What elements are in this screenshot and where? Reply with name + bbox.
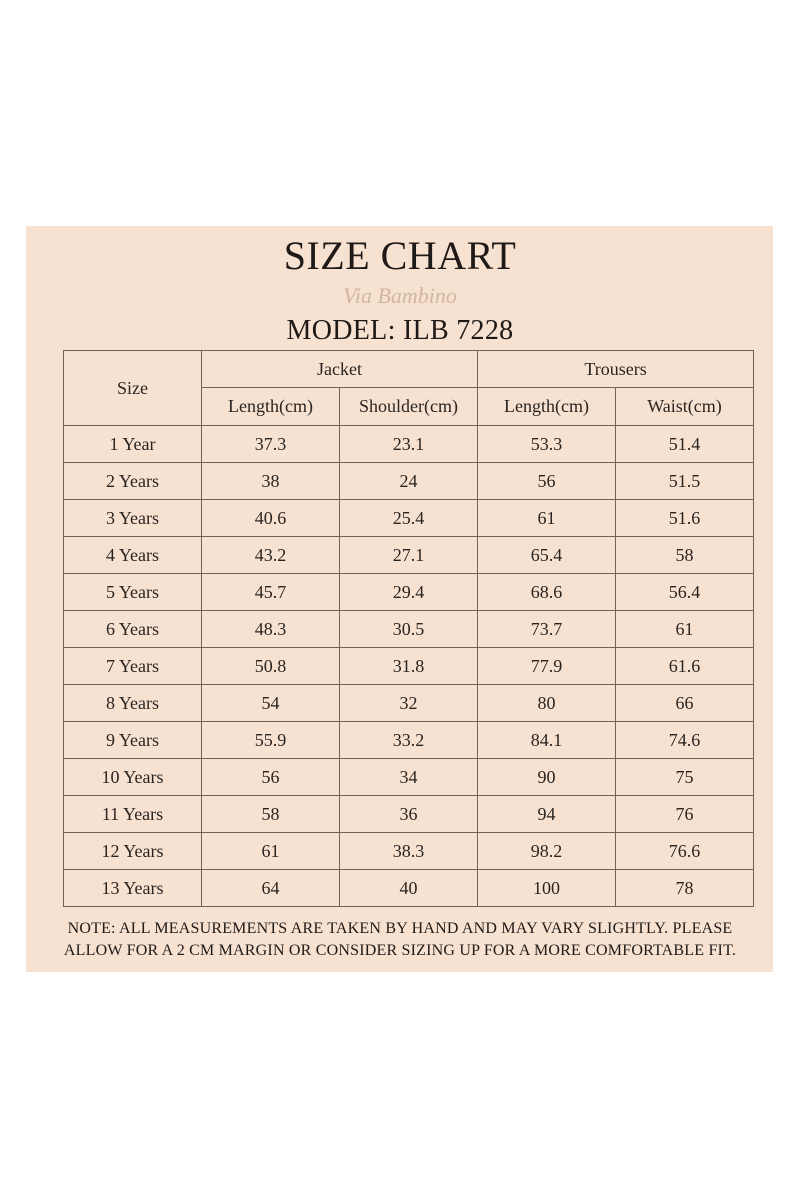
jacket-group-header: Jacket [202, 351, 478, 388]
table-row [64, 870, 754, 907]
trousers-waist-cell: 51.6 [616, 500, 754, 537]
size-cell: 5 Years [64, 574, 202, 611]
trousers-length-cell: 61 [478, 500, 616, 537]
trousers-waist-cell: 76 [616, 796, 754, 833]
size-column-header: Size [64, 351, 202, 426]
size-cell: 4 Years [64, 537, 202, 574]
trousers-waist-cell: 66 [616, 685, 754, 722]
jacket-length-cell: 43.2 [202, 537, 340, 574]
jacket-length-cell: 61 [202, 833, 340, 870]
jacket-length-cell: 37.3 [202, 426, 340, 463]
trousers-waist-header: Waist(cm) [616, 388, 754, 426]
trousers-waist-cell: 78 [616, 870, 754, 907]
size-table-body [64, 426, 754, 907]
trousers-length-cell: 65.4 [478, 537, 616, 574]
jacket-length-cell: 40.6 [202, 500, 340, 537]
size-cell: 8 Years [64, 685, 202, 722]
page-title: SIZE CHART [283, 233, 517, 278]
size-cell: 13 Years [64, 870, 202, 907]
trousers-waist-cell: 56.4 [616, 574, 754, 611]
size-cell: 1 Year [64, 426, 202, 463]
trousers-length-cell: 94 [478, 796, 616, 833]
jacket-shoulder-header: Shoulder(cm) [340, 388, 478, 426]
trousers-waist-cell: 76.6 [616, 833, 754, 870]
jacket-shoulder-cell: 36 [340, 796, 478, 833]
measurement-note [40, 918, 760, 962]
jacket-length-header: Length(cm) [202, 388, 340, 426]
jacket-length-cell: 48.3 [202, 611, 340, 648]
brand-logo: Via Bambino [343, 283, 457, 308]
trousers-length-cell: 100 [478, 870, 616, 907]
jacket-shoulder-cell: 33.2 [340, 722, 478, 759]
jacket-shoulder-cell: 24 [340, 463, 478, 500]
jacket-length-cell: 64 [202, 870, 340, 907]
jacket-length-cell: 50.8 [202, 648, 340, 685]
trousers-group-header: Trousers [478, 351, 754, 388]
trousers-length-header: Length(cm) [478, 388, 616, 426]
trousers-waist-cell: 75 [616, 759, 754, 796]
size-table [63, 350, 754, 907]
size-cell: 6 Years [64, 611, 202, 648]
size-cell: 3 Years [64, 500, 202, 537]
jacket-shoulder-cell: 31.8 [340, 648, 478, 685]
table-row [64, 463, 754, 500]
trousers-length-cell: 56 [478, 463, 616, 500]
model-number: MODEL: ILB 7228 [286, 315, 514, 346]
jacket-shoulder-cell: 38.3 [340, 833, 478, 870]
table-row [64, 537, 754, 574]
table-row [64, 426, 754, 463]
jacket-length-cell: 58 [202, 796, 340, 833]
trousers-length-cell: 84.1 [478, 722, 616, 759]
size-cell: 11 Years [64, 796, 202, 833]
size-cell: 9 Years [64, 722, 202, 759]
jacket-shoulder-cell: 23.1 [340, 426, 478, 463]
jacket-length-cell: 45.7 [202, 574, 340, 611]
table-row [64, 833, 754, 870]
trousers-waist-cell: 61 [616, 611, 754, 648]
table-row [64, 611, 754, 648]
trousers-waist-cell: 61.6 [616, 648, 754, 685]
trousers-length-cell: 73.7 [478, 611, 616, 648]
table-row [64, 685, 754, 722]
trousers-length-cell: 77.9 [478, 648, 616, 685]
jacket-shoulder-cell: 34 [340, 759, 478, 796]
trousers-length-cell: 90 [478, 759, 616, 796]
table-row [64, 574, 754, 611]
table-row [64, 648, 754, 685]
trousers-length-cell: 98.2 [478, 833, 616, 870]
jacket-shoulder-cell: 40 [340, 870, 478, 907]
jacket-shoulder-cell: 25.4 [340, 500, 478, 537]
jacket-length-cell: 54 [202, 685, 340, 722]
table-row [64, 500, 754, 537]
jacket-shoulder-cell: 27.1 [340, 537, 478, 574]
note-line-1: NOTE: ALL MEASUREMENTS ARE TAKEN BY HAND AND MAY VARY SLIGHTLY. PLEASE [67, 920, 733, 937]
trousers-length-cell: 80 [478, 685, 616, 722]
size-cell: 7 Years [64, 648, 202, 685]
jacket-shoulder-cell: 29.4 [340, 574, 478, 611]
size-cell: 2 Years [64, 463, 202, 500]
trousers-waist-cell: 74.6 [616, 722, 754, 759]
table-row [64, 722, 754, 759]
size-cell: 10 Years [64, 759, 202, 796]
trousers-waist-cell: 58 [616, 537, 754, 574]
trousers-length-cell: 68.6 [478, 574, 616, 611]
table-row [64, 796, 754, 833]
jacket-length-cell: 55.9 [202, 722, 340, 759]
jacket-length-cell: 38 [202, 463, 340, 500]
trousers-waist-cell: 51.4 [616, 426, 754, 463]
trousers-waist-cell: 51.5 [616, 463, 754, 500]
note-line-2: ALLOW FOR A 2 CM MARGIN OR CONSIDER SIZING UP FOR A MORE COMFORTABLE FIT. [63, 942, 737, 959]
table-row [64, 759, 754, 796]
size-cell: 12 Years [64, 833, 202, 870]
jacket-shoulder-cell: 32 [340, 685, 478, 722]
jacket-length-cell: 56 [202, 759, 340, 796]
jacket-shoulder-cell: 30.5 [340, 611, 478, 648]
trousers-length-cell: 53.3 [478, 426, 616, 463]
